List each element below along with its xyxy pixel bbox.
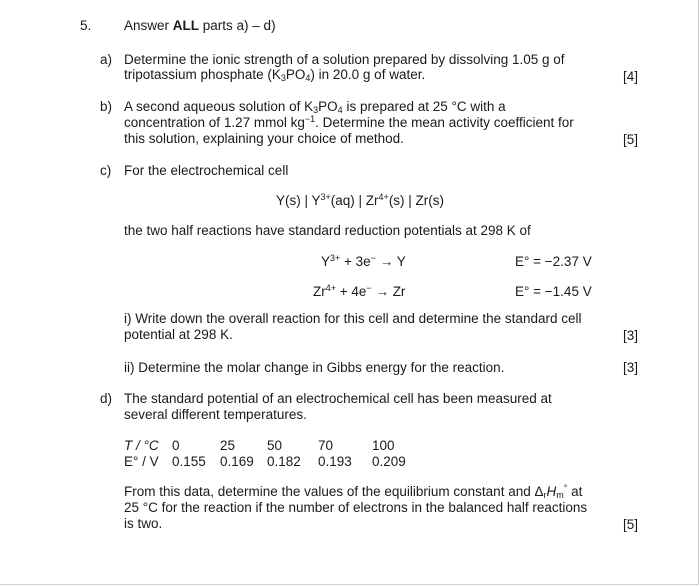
part-a-line2: tripotassium phosphate $(K_3PO_4)$ in 20.0 g of water.: [124, 67, 426, 83]
part-c-i-marks: [3]: [622, 328, 638, 343]
half-reaction-2: $Zr^{4+} + 4e^- \to Zr$: [313, 283, 406, 299]
question-number: 5.: [80, 18, 92, 33]
part-a-line1: Determine the ionic strength of a solution prepared by dissolving 1.05 g of: [124, 52, 565, 67]
part-d-final-line2: 25 °C for the reaction if the number of electrons in the balanced half reactions: [124, 500, 588, 515]
potential-cell: 0.182: [267, 454, 301, 469]
temp-cell: 100: [372, 438, 395, 453]
part-c-ii: ii) Determine the molar change in Gibbs energy for the reaction.: [124, 360, 505, 375]
part-d-label: d): [100, 391, 113, 406]
part-c-i-line2: potential at 298 K.: [124, 327, 233, 342]
potential-cell: 0.155: [172, 454, 206, 469]
half-reaction-1-potential: E° = −2.37 V: [515, 254, 592, 269]
part-b-marks: [5]: [622, 132, 638, 147]
part-b-line1: A second aqueous solution of $K_3PO_4$ is prepared at 25 °C with a: [124, 99, 506, 115]
potential-cell: 0.209: [372, 454, 406, 469]
instruction-prefix: Answer: [124, 18, 173, 33]
part-a-marks: [4]: [622, 69, 638, 84]
instruction-suffix: parts a) – d): [199, 18, 276, 33]
temp-cell: 0: [172, 438, 180, 453]
part-b-line2: concentration of 1.27 mmol $kg^{-1}$. Determine the mean activity coefficient for: [124, 114, 574, 130]
part-d-final-line1: From this data, determine the values of the equilibrium constant and $\Delta_rH_m^\circ$ at: [124, 483, 583, 500]
potential-row: [124, 454, 406, 470]
part-d-line1: The standard potential of an electrochemical cell has been measured at: [124, 391, 552, 406]
part-c-text: the two half reactions have standard reduction potentials at 298 K of: [124, 223, 531, 238]
cell-notation: Y(s) | $Y^{3+}(aq)$ | $Zr^{4+}(s)$ | Zr(s): [276, 192, 445, 208]
instruction-bold: ALL: [172, 18, 200, 33]
part-d-marks: [5]: [622, 517, 638, 532]
part-b-line3: this solution, explaining your choice of method.: [124, 131, 404, 146]
potential-cell: 0.193: [318, 454, 352, 469]
part-c-intro: For the electrochemical cell: [124, 163, 289, 178]
half-reaction-1: $Y^{3+} + 3e^- \to Y$: [321, 253, 406, 269]
temp-cell: 50: [267, 438, 283, 453]
half-reaction-2-potential: E° = −1.45 V: [515, 284, 592, 299]
temp-cell: 70: [318, 438, 334, 453]
part-d-final-line3: is two.: [124, 516, 163, 531]
potential-label: E° / V: [124, 454, 159, 469]
question-instruction: [124, 18, 276, 34]
temperature-label: T / °C: [124, 438, 159, 453]
part-d-line2: several different temperatures.: [124, 407, 307, 422]
part-b-label: b): [100, 99, 113, 114]
temp-cell: 25: [220, 438, 236, 453]
part-c-label: c): [100, 163, 112, 178]
part-c-ii-marks: [3]: [622, 360, 638, 375]
part-a-label: a): [100, 52, 113, 67]
part-c-i-line1: i) Write down the overall reaction for this cell and determine the standard cell: [124, 311, 582, 326]
potential-cell: 0.169: [220, 454, 254, 469]
temperature-row: [124, 438, 395, 454]
